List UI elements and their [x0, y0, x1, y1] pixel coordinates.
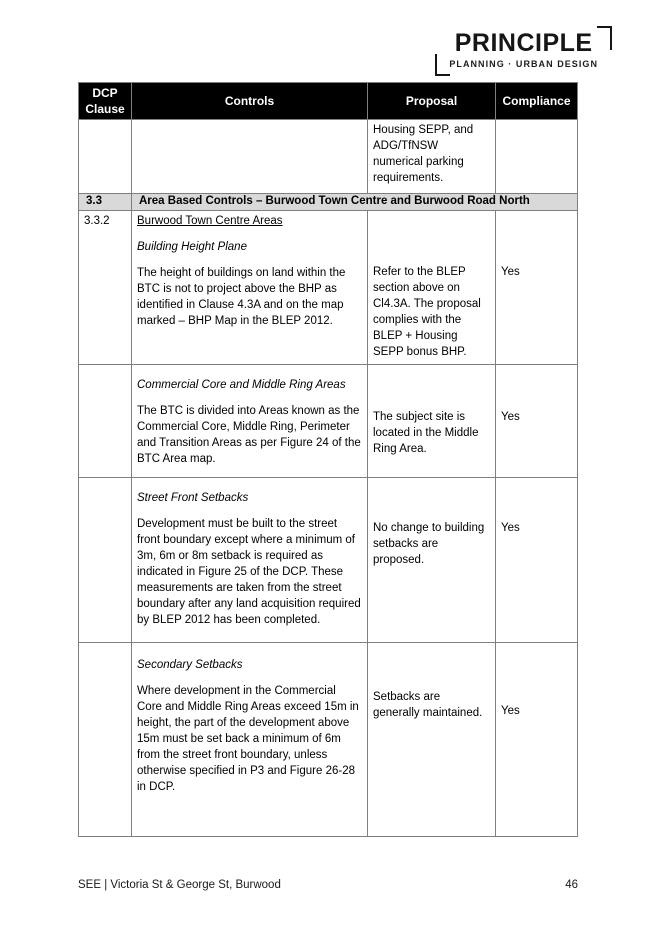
- table-row-continuation: [79, 119, 577, 193]
- dcp-clause-cell: [79, 478, 131, 642]
- controls-cell: [131, 643, 367, 836]
- controls-paragraph: Commercial Core and Middle Ring Areas: [137, 379, 346, 391]
- section-clause: 3.3: [86, 195, 102, 207]
- logo-tagline: PLANNING · URBAN DESIGN: [449, 59, 598, 69]
- header-controls: Controls: [131, 83, 367, 119]
- table-row: [79, 364, 577, 477]
- proposal-cell: Housing SEPP, and ADG/TfNSW numerical parking requirements.: [367, 120, 495, 193]
- dcp-clause-cell: 3.3.2: [84, 215, 110, 227]
- compliance-cell: Yes: [495, 211, 577, 364]
- header-proposal: Proposal: [367, 83, 495, 119]
- page-footer: [78, 879, 578, 891]
- controls-cell: [131, 365, 367, 477]
- compliance-cell: Yes: [495, 478, 577, 642]
- logo: [435, 26, 612, 76]
- section-title: Area Based Controls – Burwood Town Centre and Burwood Road North: [131, 194, 577, 210]
- controls-paragraph: Building Height Plane: [137, 241, 247, 253]
- controls-paragraph: The height of buildings on land within the BTC is not to project above the BHP as identified in Clause 4.3A and on the map marked – BHP Map in the BLEP 2012.: [137, 267, 346, 327]
- footer-page-number: 46: [565, 879, 578, 891]
- proposal-cell: Refer to the BLEP section above on Cl4.3A. The proposal complies with the BLEP + Housing SEPP bonus BHP.: [367, 211, 495, 364]
- table-row-section-heading: [79, 193, 577, 210]
- proposal-cell: The subject site is located in the Middle Ring Area.: [367, 365, 495, 477]
- dcp-clause-cell: [79, 643, 131, 836]
- controls-paragraph: Development must be built to the street front boundary except where a minimum of 3m, 6m or 8m setback is required as indicated in Figure 25 of the DCP. These measurements are taken from the street boundary after any land acquisition required by BLEP 2012 has been completed.: [137, 518, 361, 626]
- controls-paragraph: Where development in the Commercial Core and Middle Ring Areas exceed 15m in height, the part of the development above 15m must be set back a minimum of 6m from the street front boundary, unless otherwise specified in P3 and Figure 26-28 in DCP.: [137, 685, 359, 793]
- dcp-clause-cell: [79, 365, 131, 477]
- proposal-cell: No change to building setbacks are proposed.: [367, 478, 495, 642]
- header-dcp-clause: DCP Clause: [85, 86, 125, 116]
- compliance-cell: Yes: [495, 365, 577, 477]
- controls-cell: [131, 211, 367, 364]
- header-compliance: Compliance: [495, 83, 577, 119]
- logo-bracket-bottom-left-icon: [435, 54, 450, 76]
- controls-paragraph: Secondary Setbacks: [137, 659, 243, 671]
- table-header-row: [79, 83, 577, 119]
- proposal-cell: Setbacks are generally maintained.: [367, 643, 495, 836]
- controls-paragraph: Burwood Town Centre Areas: [137, 215, 283, 227]
- table-row: [79, 210, 577, 364]
- compliance-cell: [495, 120, 577, 193]
- controls-paragraph: The BTC is divided into Areas known as the Commercial Core, Middle Ring, Perimeter and Transition Areas as per Figure 24 of the BTC Area map.: [137, 405, 361, 465]
- controls-paragraph: Street Front Setbacks: [137, 492, 249, 504]
- logo-brand: PRINCIPLE: [454, 29, 593, 57]
- controls-cell: [131, 120, 367, 193]
- compliance-table: [78, 82, 578, 837]
- controls-cell: [131, 478, 367, 642]
- table-row: [79, 642, 577, 836]
- compliance-cell: Yes: [495, 643, 577, 836]
- footer-doc-title: SEE | Victoria St & George St, Burwood: [78, 879, 281, 891]
- table-row: [79, 477, 577, 642]
- dcp-clause-cell: [79, 120, 131, 193]
- logo-bracket-top-right-icon: [597, 26, 612, 50]
